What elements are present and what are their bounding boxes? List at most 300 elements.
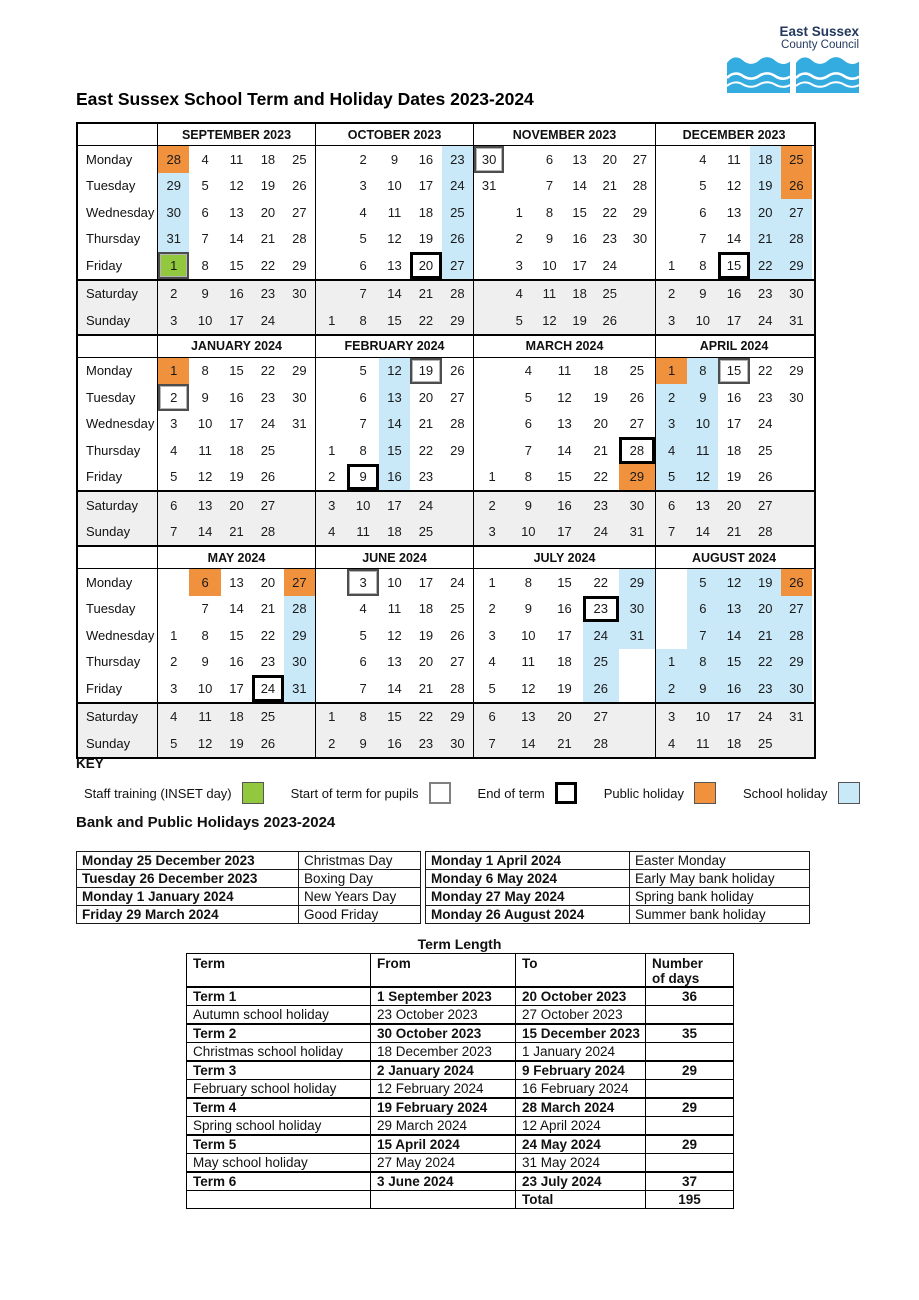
date-cell (656, 730, 687, 757)
month-week-cells (316, 492, 474, 519)
month-week-cells (474, 411, 656, 438)
date-cell (189, 569, 220, 596)
date-number: 15 (557, 469, 572, 485)
date-cell (718, 649, 749, 676)
date-number: 11 (387, 601, 402, 617)
date-cell (474, 649, 510, 676)
date-cell (252, 173, 283, 200)
date-number: 14 (726, 231, 742, 247)
date-number: 4 (667, 442, 676, 458)
date-number: 1 (328, 709, 336, 725)
date-number: 7 (699, 231, 707, 247)
date-cell (510, 358, 546, 385)
month-week-cells (656, 437, 812, 464)
date-cell (687, 281, 718, 308)
date-cell (442, 199, 473, 226)
date-cell (510, 675, 546, 702)
date-cell (656, 173, 687, 200)
month-week-cells (474, 519, 656, 546)
date-cell (546, 704, 582, 731)
date-number: 21 (418, 286, 434, 302)
date-number: 15 (726, 654, 742, 670)
date-number: 22 (260, 257, 276, 273)
term-cell: Total (516, 1191, 646, 1209)
date-number: 9 (699, 680, 707, 696)
date-number: 25 (292, 151, 307, 167)
date-cell (565, 146, 595, 173)
date-cell (158, 252, 189, 279)
month-header-row (78, 336, 814, 358)
date-number: 7 (488, 735, 496, 751)
date-number: 2 (328, 735, 336, 751)
date-number: 12 (695, 469, 711, 485)
date-cell (750, 596, 781, 623)
date-number: 24 (450, 178, 465, 194)
term-table-header-row (187, 954, 734, 988)
term-days-cell (646, 1117, 734, 1136)
date-cell (189, 358, 220, 385)
date-number: 16 (229, 286, 244, 302)
date-cell (750, 307, 781, 334)
date-number: 8 (699, 654, 707, 670)
date-cell (284, 675, 315, 702)
date-cell (379, 146, 410, 173)
date-number: 1 (667, 363, 676, 379)
date-number: 30 (789, 286, 804, 302)
date-number: 17 (557, 627, 572, 643)
date-number: 17 (726, 709, 742, 725)
date-cell (158, 281, 189, 308)
month-week-cells (474, 281, 656, 308)
date-number: 18 (229, 442, 244, 458)
day-row (78, 649, 814, 676)
date-number: 10 (387, 178, 402, 194)
date-cell (750, 358, 781, 385)
date-cell (284, 569, 315, 596)
term-days-cell (646, 1080, 734, 1099)
date-number: 27 (757, 497, 773, 513)
month-week-cells (316, 173, 474, 200)
date-cell (347, 519, 378, 546)
key-swatch-school (838, 782, 860, 804)
bank-holidays-table (76, 851, 810, 924)
date-cell (316, 519, 347, 546)
date-cell (510, 730, 546, 757)
date-cell (158, 730, 189, 757)
term-cell: 18 December 2023 (371, 1043, 516, 1062)
date-number: 1 (170, 257, 178, 273)
date-cell (474, 226, 504, 253)
date-number: 12 (387, 627, 402, 643)
month-week-cells (316, 569, 474, 596)
key-item (84, 782, 264, 804)
date-cell (750, 730, 781, 757)
bank-holiday-date: Monday 27 May 2024 (426, 888, 630, 906)
date-number: 23 (757, 286, 773, 302)
term-cell: 3 June 2024 (371, 1172, 516, 1191)
date-cell (534, 226, 564, 253)
date-number: 27 (593, 709, 608, 725)
date-cell (619, 622, 655, 649)
calendar-band (78, 547, 814, 757)
date-cell (252, 146, 283, 173)
date-number: 30 (629, 601, 645, 617)
date-cell (565, 252, 595, 279)
date-cell (583, 622, 619, 649)
date-cell (410, 437, 441, 464)
term-table-row (187, 1154, 734, 1173)
day-row (78, 704, 814, 731)
date-number: 19 (593, 389, 608, 405)
date-cell (619, 569, 655, 596)
date-number: 2 (488, 497, 496, 513)
date-cell (619, 675, 655, 702)
date-number: 5 (359, 627, 367, 643)
date-number: 13 (387, 654, 402, 670)
day-row (78, 519, 814, 546)
date-cell (252, 730, 283, 757)
date-number: 16 (387, 735, 402, 751)
date-cell (687, 464, 718, 491)
date-number: 4 (170, 442, 178, 458)
date-cell (656, 622, 687, 649)
date-cell (750, 464, 781, 491)
date-cell (625, 146, 655, 173)
date-cell (510, 437, 546, 464)
date-cell (189, 492, 220, 519)
date-cell (410, 675, 441, 702)
date-cell (221, 252, 252, 279)
date-number: 28 (757, 524, 773, 540)
day-label: Monday (78, 358, 158, 385)
month-week-cells (656, 519, 812, 546)
date-number: 8 (699, 363, 707, 379)
date-number: 14 (229, 601, 244, 617)
date-number: 4 (667, 735, 676, 751)
date-number: 8 (359, 709, 367, 725)
date-number: 31 (481, 178, 497, 194)
date-number: 22 (757, 363, 773, 379)
date-number: 31 (292, 680, 307, 696)
date-number: 2 (667, 389, 676, 405)
month-week-cells (656, 492, 812, 519)
date-number: 2 (667, 286, 676, 302)
date-cell (534, 252, 564, 279)
date-number: 1 (667, 257, 676, 273)
date-cell (410, 281, 441, 308)
date-number: 19 (418, 627, 434, 643)
day-row (78, 146, 814, 173)
date-cell (546, 358, 582, 385)
date-number: 26 (292, 178, 307, 194)
month-week-cells (158, 146, 316, 173)
date-cell (379, 675, 410, 702)
date-number: 5 (699, 574, 707, 590)
month-week-cells (474, 675, 656, 702)
day-label: Thursday (78, 226, 158, 253)
date-number: 16 (572, 231, 587, 247)
date-cell (781, 492, 812, 519)
date-cell (474, 704, 510, 731)
date-cell (510, 569, 546, 596)
date-cell (410, 569, 441, 596)
key-item-label: End of term (477, 785, 545, 801)
date-cell (189, 596, 220, 623)
date-number: 1 (488, 469, 496, 485)
date-cell (379, 173, 410, 200)
date-cell (750, 411, 781, 438)
month-week-cells (656, 146, 812, 173)
date-number: 27 (450, 389, 465, 405)
date-cell (252, 492, 283, 519)
month-week-cells (656, 411, 812, 438)
date-number: 16 (229, 389, 244, 405)
date-number: 6 (488, 709, 496, 725)
date-number: 20 (418, 257, 434, 273)
date-cell (656, 199, 687, 226)
date-number: 9 (699, 286, 707, 302)
date-cell (565, 281, 595, 308)
month-week-cells (316, 649, 474, 676)
date-number: 25 (629, 363, 645, 379)
date-number: 12 (521, 680, 536, 696)
date-number: 6 (699, 204, 707, 220)
key-swatch-end (555, 782, 577, 804)
date-number: 2 (170, 654, 178, 670)
date-cell (583, 464, 619, 491)
date-cell (189, 226, 220, 253)
day-row (78, 464, 814, 493)
date-cell (442, 384, 473, 411)
date-number: 6 (359, 654, 367, 670)
date-number: 20 (757, 601, 773, 617)
date-number: 19 (757, 574, 773, 590)
day-row (78, 252, 814, 281)
date-cell (781, 226, 812, 253)
date-cell (189, 173, 220, 200)
date-cell (347, 307, 378, 334)
date-cell (347, 173, 378, 200)
day-label: Sunday (78, 519, 158, 546)
date-cell (347, 649, 378, 676)
date-cell (410, 173, 441, 200)
date-number: 24 (602, 257, 617, 273)
date-cell (718, 384, 749, 411)
date-number: 18 (757, 151, 773, 167)
term-table-row (187, 1117, 734, 1136)
date-cell (534, 173, 564, 200)
date-cell (474, 519, 510, 546)
date-cell (718, 492, 749, 519)
date-number: 30 (450, 735, 465, 751)
month-header: OCTOBER 2023 (316, 124, 474, 145)
term-days-cell (646, 1043, 734, 1062)
date-number: 3 (515, 257, 523, 273)
date-number: 1 (488, 574, 496, 590)
date-cell (474, 437, 510, 464)
date-number: 27 (450, 257, 465, 273)
date-cell (510, 596, 546, 623)
date-cell (410, 358, 441, 385)
date-number: 5 (515, 312, 523, 328)
date-cell (565, 226, 595, 253)
day-row (78, 199, 814, 226)
term-table-header (646, 954, 734, 988)
date-cell (221, 704, 252, 731)
date-number: 3 (170, 312, 178, 328)
date-number: 20 (757, 204, 773, 220)
date-cell (221, 730, 252, 757)
month-header: APRIL 2024 (699, 339, 769, 353)
date-number: 29 (789, 257, 804, 273)
term-cell: Term 1 (187, 987, 371, 1006)
date-number: 5 (488, 680, 496, 696)
calendar-band (78, 336, 814, 548)
month-week-cells (474, 649, 656, 676)
date-number: 17 (229, 680, 244, 696)
date-cell (316, 411, 347, 438)
date-cell (583, 492, 619, 519)
bank-holiday-date: Monday 26 August 2024 (426, 906, 630, 924)
term-table-row (187, 1043, 734, 1062)
date-cell (347, 492, 378, 519)
date-number: 25 (260, 709, 276, 725)
date-cell (687, 307, 718, 334)
date-number: 25 (418, 524, 434, 540)
date-number: 12 (726, 574, 742, 590)
date-cell (379, 596, 410, 623)
date-cell (221, 384, 252, 411)
date-number: 2 (328, 469, 336, 485)
date-number: 12 (726, 178, 742, 194)
date-cell (252, 437, 283, 464)
date-cell (410, 519, 441, 546)
date-number: 9 (524, 497, 532, 513)
date-number: 20 (260, 204, 276, 220)
date-number: 24 (260, 680, 276, 696)
date-number: 31 (292, 416, 307, 432)
month-week-cells (656, 704, 812, 731)
date-cell (158, 569, 189, 596)
date-number: 25 (450, 204, 465, 220)
month-header: MAY 2024 (158, 547, 316, 568)
date-cell (474, 307, 504, 334)
date-cell (546, 464, 582, 491)
date-number: 7 (524, 442, 532, 458)
date-cell (474, 146, 504, 173)
month-week-cells (474, 384, 656, 411)
date-cell (750, 519, 781, 546)
date-cell (410, 649, 441, 676)
date-cell (656, 675, 687, 702)
date-number: 8 (545, 204, 554, 220)
date-cell (750, 384, 781, 411)
date-number: 21 (726, 524, 742, 540)
month-week-cells (158, 649, 316, 676)
date-cell (284, 384, 315, 411)
date-cell (781, 649, 812, 676)
date-number: 22 (757, 654, 773, 670)
bank-holiday-row (426, 870, 810, 888)
date-number: 21 (418, 680, 434, 696)
date-number: 22 (260, 627, 276, 643)
day-row (78, 492, 814, 519)
date-cell (504, 226, 534, 253)
date-cell (687, 226, 718, 253)
date-cell (284, 173, 315, 200)
date-cell (442, 173, 473, 200)
date-number: 19 (572, 312, 587, 328)
date-cell (687, 173, 718, 200)
day-label: Wednesday (78, 199, 158, 226)
month-week-cells (656, 307, 812, 334)
date-number: 22 (602, 204, 617, 220)
date-number: 29 (629, 469, 645, 485)
date-cell (656, 384, 687, 411)
date-cell (347, 411, 378, 438)
date-number: 12 (197, 469, 213, 485)
date-number: 21 (418, 416, 434, 432)
date-number: 7 (201, 601, 209, 617)
date-cell (347, 358, 378, 385)
date-number: 22 (593, 574, 608, 590)
date-number: 11 (521, 654, 536, 670)
date-number: 13 (229, 574, 244, 590)
day-row (78, 622, 814, 649)
date-number: 19 (229, 469, 244, 485)
date-cell (347, 704, 378, 731)
term-length-table (186, 953, 734, 1209)
date-number: 11 (696, 442, 710, 458)
date-cell (252, 307, 283, 334)
key-legend (84, 781, 887, 805)
term-table-row (187, 987, 734, 1006)
date-cell (510, 649, 546, 676)
term-cell: Term 4 (187, 1098, 371, 1117)
month-week-cells (316, 358, 474, 385)
date-number: 15 (229, 257, 244, 273)
date-cell (781, 437, 812, 464)
date-cell (750, 281, 781, 308)
date-number: 14 (557, 442, 572, 458)
term-table-row (187, 1080, 734, 1099)
date-cell (718, 704, 749, 731)
date-cell (656, 307, 687, 334)
date-number: 23 (418, 735, 434, 751)
month-week-cells (158, 307, 316, 334)
bank-holiday-row (77, 888, 421, 906)
date-number: 16 (387, 469, 402, 485)
date-number: 21 (260, 231, 276, 247)
date-cell (781, 307, 812, 334)
date-cell (750, 199, 781, 226)
date-cell (718, 519, 749, 546)
date-cell (284, 226, 315, 253)
date-number: 8 (359, 312, 367, 328)
date-cell (189, 464, 220, 491)
date-cell (474, 281, 504, 308)
month-week-cells (158, 569, 316, 596)
date-cell (347, 252, 378, 279)
date-number: 26 (450, 627, 465, 643)
term-days-cell: 29 (646, 1098, 734, 1117)
month-week-cells (656, 569, 812, 596)
term-cell: Term 3 (187, 1061, 371, 1080)
date-number: 14 (229, 231, 244, 247)
month-header: JUNE 2024 (316, 547, 474, 568)
term-days-cell: 29 (646, 1061, 734, 1080)
date-cell (442, 437, 473, 464)
